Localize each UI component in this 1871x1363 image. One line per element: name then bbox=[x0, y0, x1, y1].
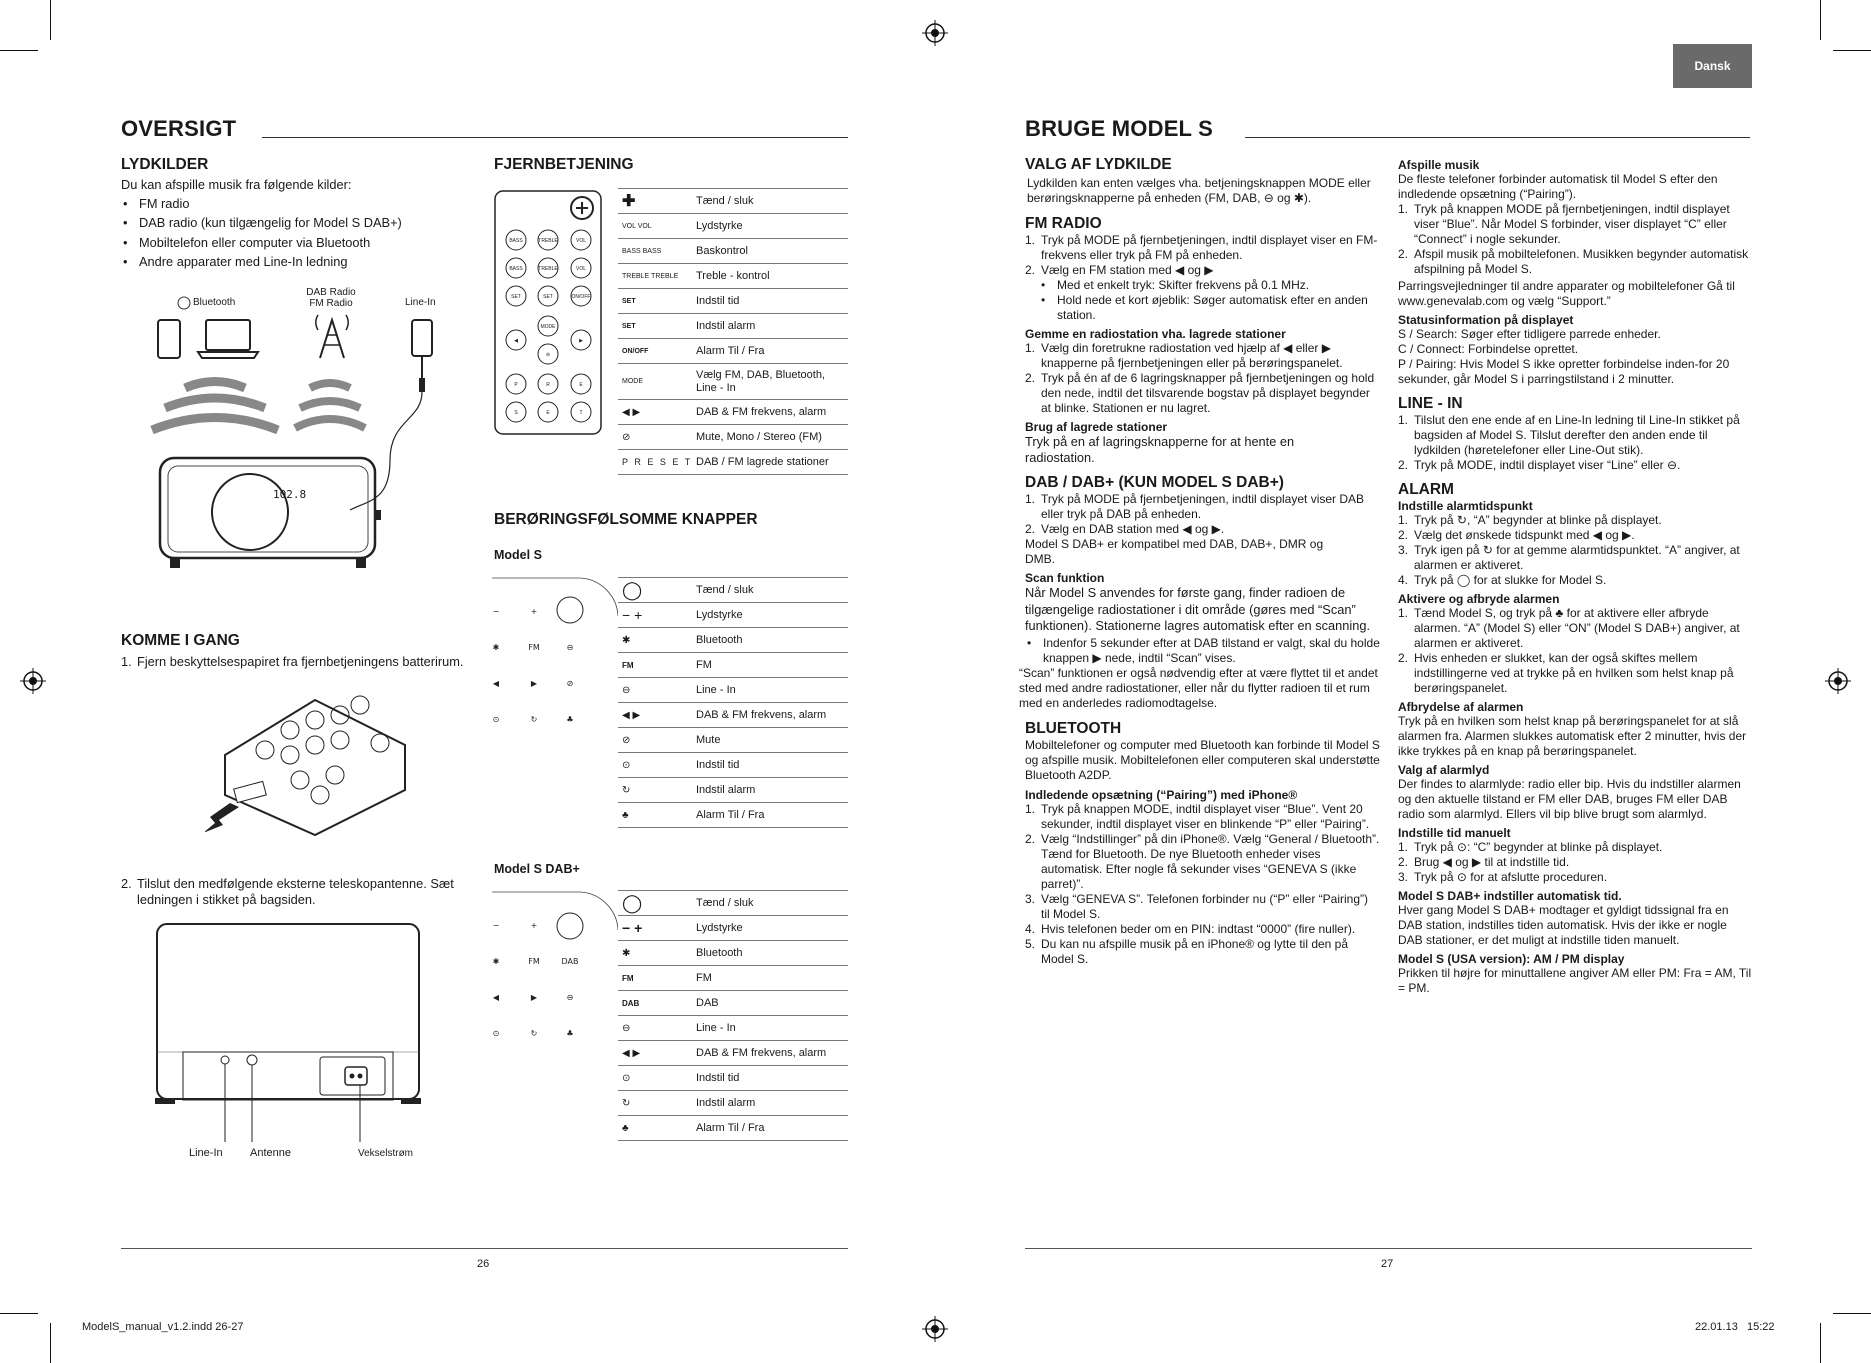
paragraph: “Scan” funktionen er også nødvendig efter at være flyttet til et andet sted med andre radiostationer, eller når du flytter radioen til et rum med en anderledes radiomodtagelse. bbox=[1019, 666, 1378, 711]
linein-back-label: Line-In bbox=[189, 1147, 223, 1159]
list-item: 2. Vælg en DAB station med ◀ og ▶. bbox=[1025, 522, 1225, 537]
svg-text:E: E bbox=[579, 382, 583, 388]
paragraph: Mobiltelefoner og computer med Bluetooth kan forbinde til Model S og afspille musik. Mobiltelefonen eller computeren skal understøtte Bluetooth A2DP. bbox=[1025, 738, 1380, 783]
paragraph: Tryk på en hvilken som helst knap på berøringspanelet for at slå alarmen fra. Alarmen slukkes automatisk efter 2 minutter, hvis der ikke trykkes på en knap på berøringspanelet. bbox=[1398, 714, 1747, 758]
list-item: 1. Tænd Model S, og tryk på ♣ for at aktivere eller afbryde alarmen. “A” (Model S) eller “ON” (Model S DAB+) angiver, at alarmen er aktiveret. bbox=[1398, 606, 1740, 650]
dab-label: DAB Radio FM Radio bbox=[306, 287, 356, 309]
table-row: − + Lydstyrke bbox=[618, 603, 848, 628]
table-row: SET Indstil tid bbox=[618, 289, 848, 314]
paragraph: Prikken til højre for minuttallene angiver AM eller PM: Fra = AM, Til = PM. bbox=[1398, 966, 1752, 995]
svg-text:+: + bbox=[530, 607, 538, 616]
svg-text:ON/OFF: ON/OFF bbox=[571, 294, 591, 300]
list-item: 2. Tilslut den medfølgende eksterne teleskopantenne. Sæt ledningen i stikket på bagsiden. bbox=[121, 876, 454, 908]
subheading: Statusinformation på displayet bbox=[1398, 313, 1574, 327]
list-item: 1. Tryk på knappen MODE på fjernbetjeningen, indtil displayet viser “Blue”. Når Model S forbinder, viser displayet “C” eller “Connect” i nogle sekunder. bbox=[1398, 202, 1730, 246]
list-item: 3. Tryk igen på ↻ for at gemme alarmtidspunktet. “A” angiver, at alarmen er aktiveret. bbox=[1398, 543, 1740, 572]
section-heading: LINE - IN bbox=[1398, 395, 1463, 412]
remote-illustration bbox=[494, 190, 602, 435]
svg-text:VOL: VOL bbox=[575, 238, 587, 244]
list-item: 2. Vælg “Indstillinger” på din iPhone®. Vælg “General / Bluetooth”. Tænd for Bluetooth. De nye Bluetooth enheder vises automatisk. Efter nogle få sekunder vises “GENEVA S (ikke parret)”. bbox=[1025, 832, 1380, 892]
list-item: • Andre apparater med Line-In ledning bbox=[121, 254, 476, 270]
table-row: ♣ Alarm Til / Fra bbox=[618, 1116, 848, 1141]
title-rule bbox=[1245, 137, 1750, 138]
list-item: 3. Vælg “GENEVA S”. Telefonen forbinder nu (“P” eller “Pairing”) til Model S. bbox=[1025, 892, 1369, 922]
right-column-2 bbox=[1398, 158, 1753, 996]
table-row: FM FM bbox=[618, 653, 848, 678]
steps-list bbox=[1398, 840, 1753, 885]
svg-text:BASS: BASS bbox=[509, 266, 523, 272]
subheading: Indledende opsætning (“Pairing”) med iPhone® bbox=[1025, 788, 1298, 803]
svg-text:◀: ◀ bbox=[492, 679, 500, 688]
svg-text:⊘: ⊘ bbox=[545, 352, 551, 358]
crop-mark bbox=[1820, 1323, 1821, 1363]
svg-text:♣: ♣ bbox=[566, 715, 574, 724]
steps-list bbox=[121, 876, 476, 908]
svg-text:TREBLE: TREBLE bbox=[538, 266, 558, 272]
list-item: 1. Tryk på ↻, “A” begynder at blinke på displayet. bbox=[1398, 513, 1662, 527]
list-item: 1. Tryk på knappen MODE, indtil displayet viser “Blue”. Vent 20 sekunder, indtil displayet viser en blinkende “P” eller “Pairing”. bbox=[1025, 802, 1370, 832]
table-row: − + Lydstyrke bbox=[618, 916, 848, 941]
subheading: Afbrydelse af alarmen bbox=[1398, 700, 1524, 714]
svg-text:⊙: ⊙ bbox=[492, 715, 500, 724]
paragraph: Når Model S anvendes for første gang, finder radioen de tilgængelige radiostationer i dit område (gøres med “Scan” funktionen). Stationerne lagres automatisk efter en scanning. bbox=[1025, 585, 1371, 633]
registration-mark-icon bbox=[1825, 668, 1851, 694]
subheading: Model S DAB+ indstiller automatisk tid. bbox=[1398, 889, 1622, 903]
paragraph: Lydkilden kan enten vælges vha. betjeningsknappen MODE eller berøringsknapperne på enheden (FM, DAB, ⊖ og ✱). bbox=[1027, 176, 1371, 205]
page-number-right: 27 bbox=[1381, 1258, 1394, 1270]
crop-mark bbox=[1820, 0, 1821, 40]
footer-rule bbox=[121, 1248, 848, 1249]
registration-mark-icon bbox=[922, 20, 948, 46]
list-item: 2. Tryk på MODE, indtil displayet viser “Line” eller ⊖. bbox=[1398, 458, 1681, 472]
svg-text:DAB: DAB bbox=[561, 957, 579, 966]
table-row: ON/OFF Alarm Til / Fra bbox=[618, 339, 848, 364]
touch-s-table bbox=[618, 577, 848, 828]
registration-mark-icon bbox=[20, 668, 46, 694]
touch-panel-dab-illustration bbox=[490, 890, 618, 1050]
language-tag: Dansk bbox=[1673, 44, 1752, 88]
model-s-label: Model S bbox=[494, 548, 542, 562]
table-row: ✱ Bluetooth bbox=[618, 628, 848, 653]
table-row: ⊙ Indstil tid bbox=[618, 1066, 848, 1091]
svg-text:✱: ✱ bbox=[492, 957, 500, 966]
steps-list bbox=[1025, 233, 1380, 278]
title-rule bbox=[262, 137, 848, 138]
svg-text:▶: ▶ bbox=[530, 993, 538, 1002]
table-row: VOL VOL Lydstyrke bbox=[618, 214, 848, 239]
status-line: S / Search: Søger efter tidligere parrede enheder. bbox=[1398, 327, 1661, 341]
list-item: 1. Fjern beskyttelsespapiret fra fjernbetjeningens batterirum. bbox=[121, 654, 464, 669]
svg-text:−: − bbox=[492, 607, 500, 616]
section-heading: FM RADIO bbox=[1025, 215, 1102, 232]
steps-list bbox=[1398, 606, 1753, 696]
list-item: 4. Tryk på ◯ for at slukke for Model S. bbox=[1398, 573, 1607, 587]
touch-panel-s-illustration bbox=[490, 576, 618, 736]
list-item: • FM radio bbox=[121, 196, 476, 212]
svg-text:⊖: ⊖ bbox=[566, 643, 574, 652]
section-heading: BLUETOOTH bbox=[1025, 720, 1122, 738]
section-heading: DAB / DAB+ (KUN MODEL S DAB+) bbox=[1025, 474, 1284, 492]
svg-text:♣: ♣ bbox=[566, 1029, 574, 1038]
list-item: 1. Tryk på MODE på fjernbetjeningen, indtil displayet viser DAB eller tryk på DAB på enheden. bbox=[1025, 492, 1365, 522]
registration-mark-icon bbox=[922, 1316, 948, 1342]
list-item: 2. Afspil musik på mobiltelefonen. Musikken begynder automatisk afspilning på Model S. bbox=[1398, 247, 1749, 276]
list-item: 2. Vælg en FM station med ◀ og ▶ bbox=[1025, 263, 1214, 277]
table-row: SET Indstil alarm bbox=[618, 314, 848, 339]
right-column-1 bbox=[1019, 156, 1380, 967]
list-item: 4. Hvis telefonen beder om en PIN: indtast “0000” (fire nuller). bbox=[1025, 922, 1356, 937]
steps-list bbox=[121, 654, 481, 670]
subheading: Gemme en radiostation vha. lagrede stationer bbox=[1025, 327, 1286, 341]
table-row: FM FM bbox=[618, 966, 848, 991]
svg-text:↻: ↻ bbox=[530, 715, 538, 724]
svg-text:⊖: ⊖ bbox=[566, 993, 574, 1002]
svg-text:+: + bbox=[530, 921, 538, 930]
svg-text:⊙: ⊙ bbox=[492, 1029, 500, 1038]
svg-text:✱: ✱ bbox=[492, 643, 500, 652]
source-list bbox=[121, 196, 476, 270]
list-item: 2. Brug ◀ og ▶ til at indstille tid. bbox=[1398, 855, 1570, 869]
svg-text:◀: ◀ bbox=[514, 338, 518, 344]
subheading: Afspille musik bbox=[1398, 158, 1480, 172]
list-item: 2. Vælg det ønskede tidspunkt med ◀ og ▶. bbox=[1398, 528, 1635, 542]
steps-list bbox=[1398, 513, 1753, 588]
table-row: MODE Vælg FM, DAB, Bluetooth, Line - In bbox=[618, 364, 848, 400]
paragraph: De fleste telefoner forbinder automatisk til Model S efter den indledende opsætning (“Pairing”). bbox=[1398, 172, 1718, 201]
table-row: DAB DAB bbox=[618, 991, 848, 1016]
status-line: C / Connect: Forbindelse oprettet. bbox=[1398, 342, 1579, 356]
section-heading: ALARM bbox=[1398, 481, 1454, 498]
bluetooth-label: Bluetooth bbox=[193, 297, 236, 308]
intro-text: Du kan afspille musik fra følgende kilder: bbox=[121, 177, 352, 192]
remote-battery-illustration bbox=[205, 695, 410, 845]
model-dab-label: Model S DAB+ bbox=[494, 862, 580, 876]
svg-text:P: P bbox=[514, 382, 518, 388]
table-row: ✚ Tænd / sluk bbox=[618, 189, 848, 214]
list-item: 1. Tryk på ⊙: “C” begynder at blinke på displayet. bbox=[1398, 840, 1663, 854]
paragraph: Tryk på en af lagringsknapperne for at hente en radiostation. bbox=[1025, 434, 1295, 466]
crop-mark bbox=[50, 0, 51, 40]
svg-text:BASS: BASS bbox=[509, 238, 523, 244]
steps-list bbox=[1025, 802, 1380, 967]
svg-text:SET: SET bbox=[511, 294, 521, 300]
section-heading: LYDKILDER bbox=[121, 156, 209, 173]
table-row: ♣ Alarm Til / Fra bbox=[618, 803, 848, 828]
svg-text:E: E bbox=[546, 410, 550, 416]
crop-mark bbox=[1833, 1313, 1871, 1314]
status-line: P / Pairing: Hvis Model S ikke opretter forbindelse inden-for 20 sekunder, går Model S i parringstilstand i 2 minutter. bbox=[1398, 357, 1730, 386]
page-title-right: BRUGE MODEL S bbox=[1025, 116, 1213, 141]
sources-illustration bbox=[150, 290, 450, 580]
svg-text:⊘: ⊘ bbox=[566, 679, 574, 688]
table-row: ◀ ▶ DAB & FM frekvens, alarm bbox=[618, 400, 848, 425]
steps-list bbox=[1025, 341, 1380, 416]
list-item: • Med et enkelt tryk: Skifter frekvens på 0.1 MHz. bbox=[1039, 278, 1380, 293]
radio-display-readout: 102.8 bbox=[273, 488, 307, 501]
table-row: BASS BASS Baskontrol bbox=[618, 239, 848, 264]
steps-list bbox=[1025, 492, 1380, 537]
list-item: 3. Tryk på ⊙ for at afslutte proceduren. bbox=[1398, 870, 1608, 884]
paragraph: Parringsvejledninger til andre apparater og mobiltelefoner Gå til www.genevalab.com og vælg “Support.” bbox=[1398, 279, 1735, 308]
list-item: • DAB radio (kun tilgængelig for Model S DAB+) bbox=[121, 215, 476, 231]
bullet-list bbox=[1025, 278, 1380, 323]
linein-label: Line-In bbox=[405, 297, 436, 308]
subheading: Indstille tid manuelt bbox=[1398, 826, 1511, 840]
step-2 bbox=[121, 876, 476, 908]
paragraph: Model S DAB+ er kompatibel med DAB, DAB+, DMR og DMB. bbox=[1025, 537, 1324, 567]
svg-text:▶: ▶ bbox=[579, 338, 583, 344]
footer-rule bbox=[1025, 1248, 1752, 1249]
list-item: • Indenfor 5 sekunder efter at DAB tilstand er valgt, skal du holde knappen ▶ nede, indtil “Scan” vises. bbox=[1025, 636, 1380, 666]
svg-text:FM: FM bbox=[528, 957, 540, 966]
section-heading-touch: BERØRINGSFØLSOMME KNAPPER bbox=[494, 511, 758, 528]
steps-list bbox=[1398, 413, 1753, 473]
subheading: Aktivere og afbryde alarmen bbox=[1398, 592, 1560, 606]
table-row: ⊘ Mute bbox=[618, 728, 848, 753]
vekselstrom-label: Vekselstrøm bbox=[358, 1148, 414, 1159]
list-item: 2. Tryk på én af de 6 lagringsknapper på fjernbetjeningen og hold den nede, indtil det tilsvarende bogstav på displayet begynder at blinke. Stationen er nu lagret. bbox=[1025, 371, 1375, 415]
table-row: ✱ Bluetooth bbox=[618, 941, 848, 966]
crop-mark bbox=[1833, 50, 1871, 51]
svg-text:R: R bbox=[546, 382, 550, 388]
section-lydkilder bbox=[121, 156, 476, 270]
svg-text:↻: ↻ bbox=[530, 1029, 538, 1038]
list-item: • Hold nede et kort øjeblik: Søger automatisk efter en anden station. bbox=[1039, 293, 1380, 323]
svg-text:FM: FM bbox=[528, 643, 540, 652]
crop-mark bbox=[0, 50, 38, 51]
table-row: TREBLE TREBLE Treble - kontrol bbox=[618, 264, 848, 289]
table-row: ◯ Tænd / sluk bbox=[618, 578, 848, 603]
list-item: • Mobiltelefon eller computer via Bluetooth bbox=[121, 235, 476, 251]
svg-text:◀: ◀ bbox=[492, 993, 500, 1002]
table-row: ⊙ Indstil tid bbox=[618, 753, 848, 778]
svg-text:TREBLE: TREBLE bbox=[538, 238, 558, 244]
list-item: 5. Du kan nu afspille musik på en iPhone® og lytte til den på Model S. bbox=[1025, 937, 1349, 967]
touch-dab-table bbox=[618, 890, 848, 1141]
crop-mark bbox=[0, 1313, 38, 1314]
table-row: ↻ Indstil alarm bbox=[618, 778, 848, 803]
svg-text:SET: SET bbox=[543, 294, 553, 300]
file-name: ModelS_manual_v1.2.indd 26-27 bbox=[82, 1321, 244, 1333]
section-komme-i-gang bbox=[121, 632, 481, 670]
table-row: ⊖ Line - In bbox=[618, 1016, 848, 1041]
list-item: 1. Tilslut den ene ende af en Line-In ledning til Line-In stikket på bagsiden af Model S. Tilslut derefter den anden ende til lydkilden (høretelefoner eller Line-Out stik). bbox=[1398, 413, 1740, 457]
section-heading: KOMME I GANG bbox=[121, 632, 240, 649]
table-row: ◀ ▶ DAB & FM frekvens, alarm bbox=[618, 703, 848, 728]
table-row: P R E S E T DAB / FM lagrede stationer bbox=[618, 450, 848, 475]
svg-text:−: − bbox=[492, 921, 500, 930]
svg-text:VOL: VOL bbox=[575, 266, 587, 272]
svg-text:S: S bbox=[514, 410, 518, 416]
page-number-left: 26 bbox=[477, 1258, 490, 1270]
list-item: 1. Tryk på MODE på fjernbetjeningen, indtil displayet viser en FM-frekvens eller tryk på FM på enheden. bbox=[1025, 233, 1378, 262]
table-row: ↻ Indstil alarm bbox=[618, 1091, 848, 1116]
table-row: ◀ ▶ DAB & FM frekvens, alarm bbox=[618, 1041, 848, 1066]
svg-text:T: T bbox=[579, 410, 583, 416]
crop-mark bbox=[50, 1323, 51, 1363]
table-row: ◯ Tænd / sluk bbox=[618, 891, 848, 916]
subheading: Valg af alarmlyd bbox=[1398, 763, 1490, 777]
antenne-label: Antenne bbox=[250, 1147, 291, 1159]
print-timestamp: 22.01.13 15:22 bbox=[1695, 1321, 1775, 1333]
subheading: Scan funktion bbox=[1025, 571, 1105, 586]
radio-back-illustration bbox=[155, 922, 425, 1142]
remote-functions-table bbox=[618, 188, 848, 475]
subheading: Indstille alarmtidspunkt bbox=[1398, 499, 1533, 513]
list-item: 1. Vælg din foretrukne radiostation ved hjælp af ◀ eller ▶ knapperne på fjernbetjeningen eller på berøringspanelet. bbox=[1025, 341, 1343, 370]
section-heading-fjern: FJERNBETJENING bbox=[494, 156, 634, 173]
paragraph: Der findes to alarmlyde: radio eller bip. Hvis du indstiller alarmen og den aktuelle tilstand er FM eller DAB, bruges FM eller DAB radio som alarmlyd. Ellers vil bip blive brugt som alarmlyd. bbox=[1398, 777, 1741, 821]
bullet-list bbox=[1025, 636, 1380, 666]
svg-text:MODE: MODE bbox=[540, 324, 556, 330]
table-row: ⊖ Line - In bbox=[618, 678, 848, 703]
page-title-left: OVERSIGT bbox=[121, 116, 237, 141]
svg-text:▶: ▶ bbox=[530, 679, 538, 688]
list-item: 2. Hvis enheden er slukket, kan der også skiftes mellem indstillingerne ved at trykke på en hvilken som helst knap på berøringspanelet. bbox=[1398, 651, 1734, 695]
subheading: Model S (USA version): AM / PM display bbox=[1398, 952, 1625, 966]
paragraph: Hver gang Model S DAB+ modtager et gyldigt tidssignal fra en DAB station, indstilles tiden automatisk. Hvis der ikke er nogle DAB stationer, er det muligt at indstille tiden manuelt. bbox=[1398, 903, 1729, 947]
table-row: ⊘ Mute, Mono / Stereo (FM) bbox=[618, 425, 848, 450]
subheading: Brug af lagrede stationer bbox=[1025, 420, 1168, 434]
section-heading: VALG AF LYDKILDE bbox=[1025, 156, 1172, 173]
steps-list bbox=[1398, 202, 1753, 277]
